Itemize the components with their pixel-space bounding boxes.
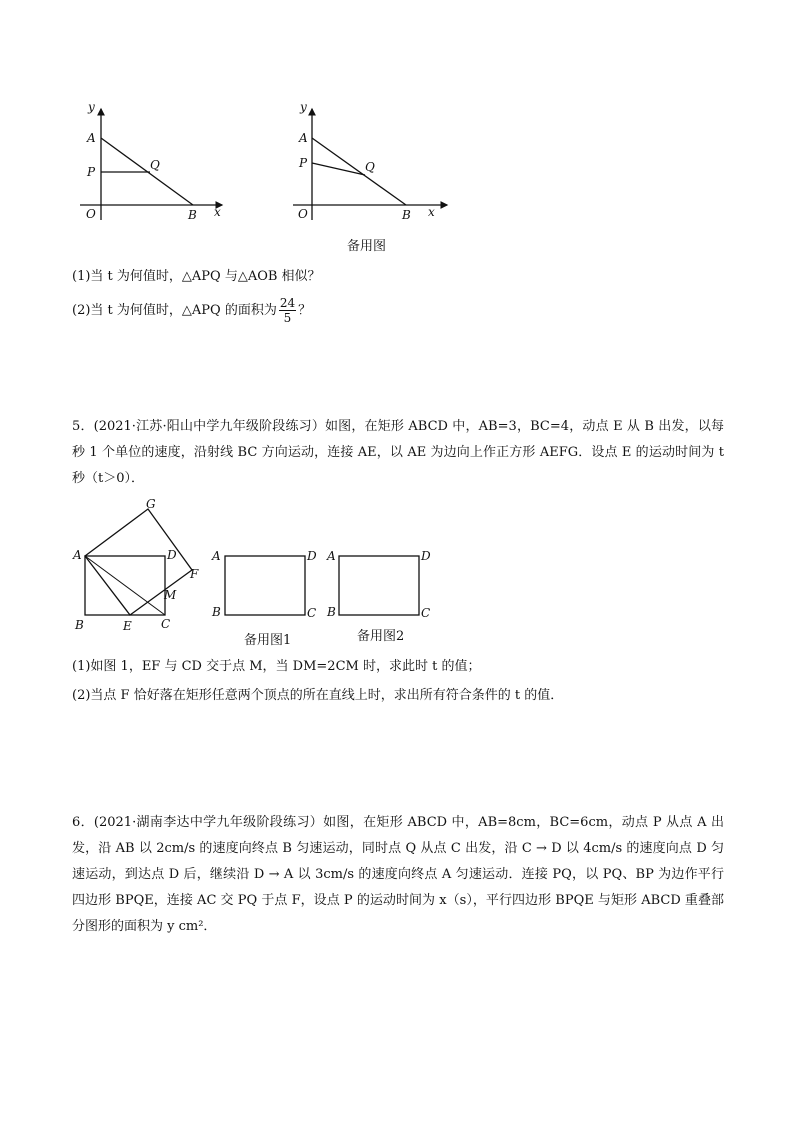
spare-figure-caption: 备用图: [347, 239, 387, 254]
label-G: G: [146, 497, 156, 511]
label-C: C: [421, 606, 431, 620]
segment-PQ: [312, 163, 365, 175]
q4-part2-suffix: ？: [298, 303, 312, 318]
q5-figure-main: [70, 495, 205, 635]
label-Q: Q: [150, 158, 160, 172]
label-C: C: [161, 617, 171, 631]
q5-part2: (2)当点 F 恰好落在矩形任意两个顶点的所在直线上时，求出所有符合条件的 t 的值．: [72, 688, 564, 703]
label-B: B: [212, 605, 221, 619]
q4-figure-main: [70, 95, 240, 225]
label-D: D: [167, 548, 177, 562]
label-P: P: [87, 165, 96, 179]
label-D: D: [421, 549, 431, 563]
label-D: D: [307, 549, 317, 563]
rectangle-ABCD: [339, 556, 419, 615]
spare-figure-2-caption: 备用图2: [357, 629, 405, 644]
label-x: x: [214, 205, 221, 219]
q5-text: 5．(2021·江苏·阳山中学九年级阶段练习）如图，在矩形 ABCD 中，AB=3，BC=4，动点 E 从 B 出发，以每秒 1 个单位的速度，沿射线 BC 方向运动，连接 AE，以 AE 为边向上作正方形 AEFG．设点 E 的运动时间为 t 秒（t＞0）．: [72, 419, 724, 486]
diagonal-AC: [85, 556, 165, 615]
label-x: x: [428, 205, 435, 219]
label-Q: Q: [365, 160, 375, 174]
label-P: P: [299, 156, 308, 170]
label-B: B: [402, 208, 411, 222]
label-A: A: [212, 549, 221, 563]
label-F: F: [190, 567, 199, 581]
label-O: O: [298, 207, 308, 221]
label-y: y: [300, 100, 307, 114]
fraction-24-5: [279, 296, 296, 325]
label-B: B: [75, 618, 84, 632]
q4-part2: [72, 296, 311, 325]
label-O: O: [86, 207, 96, 221]
label-A: A: [87, 131, 96, 145]
label-A: A: [73, 548, 82, 562]
spare-figure-1-caption: 备用图1: [244, 633, 292, 648]
label-M: M: [164, 588, 177, 602]
q5-figure-spare1: [205, 545, 325, 625]
fraction-denominator: 5: [283, 311, 292, 325]
label-A: A: [299, 131, 308, 145]
segment-AB: [312, 138, 406, 205]
q6-text: 6．(2021·湖南李达中学九年级阶段练习）如图，在矩形 ABCD 中，AB=8cm，BC=6cm，动点 P 从点 A 出发，沿 AB 以 2cm/s 的速度向终点 B 匀速运动，同时点 Q 从点 C 出发，沿 C → D 以 4cm/s 的速度向点 D 匀速运动，到达点 D 后，继续沿 D → A 以 3cm/s 的速度向终点 A 匀速运动．连接 PQ，以 PQ、BP 为边作平行四边形 BPQE，连接 AC 交 PQ 于点 F，设点 P 的运动时间为 x（s），平行四边形 BPQE 与矩形 ABCD 重叠部分图形的面积为 y cm²．: [72, 815, 724, 934]
label-B: B: [188, 208, 197, 222]
label-A: A: [327, 549, 336, 563]
fraction-numerator: 24: [279, 296, 296, 310]
rectangle-ABCD: [225, 556, 305, 615]
q4-figure-spare: [285, 95, 455, 225]
label-B: B: [327, 605, 336, 619]
label-C: C: [307, 606, 317, 620]
q4-part1: (1)当 t 为何值时，△APQ 与△AOB 相似？: [72, 269, 321, 284]
label-E: E: [123, 619, 132, 633]
q5-figure-spare2: [325, 545, 445, 625]
q5-part1: (1)如图 1，EF 与 CD 交于点 M，当 DM=2CM 时，求此时 t 的值；: [72, 659, 481, 674]
q4-part2-prefix: (2)当 t 为何值时，△APQ 的面积为: [72, 303, 277, 318]
label-y: y: [88, 100, 95, 114]
